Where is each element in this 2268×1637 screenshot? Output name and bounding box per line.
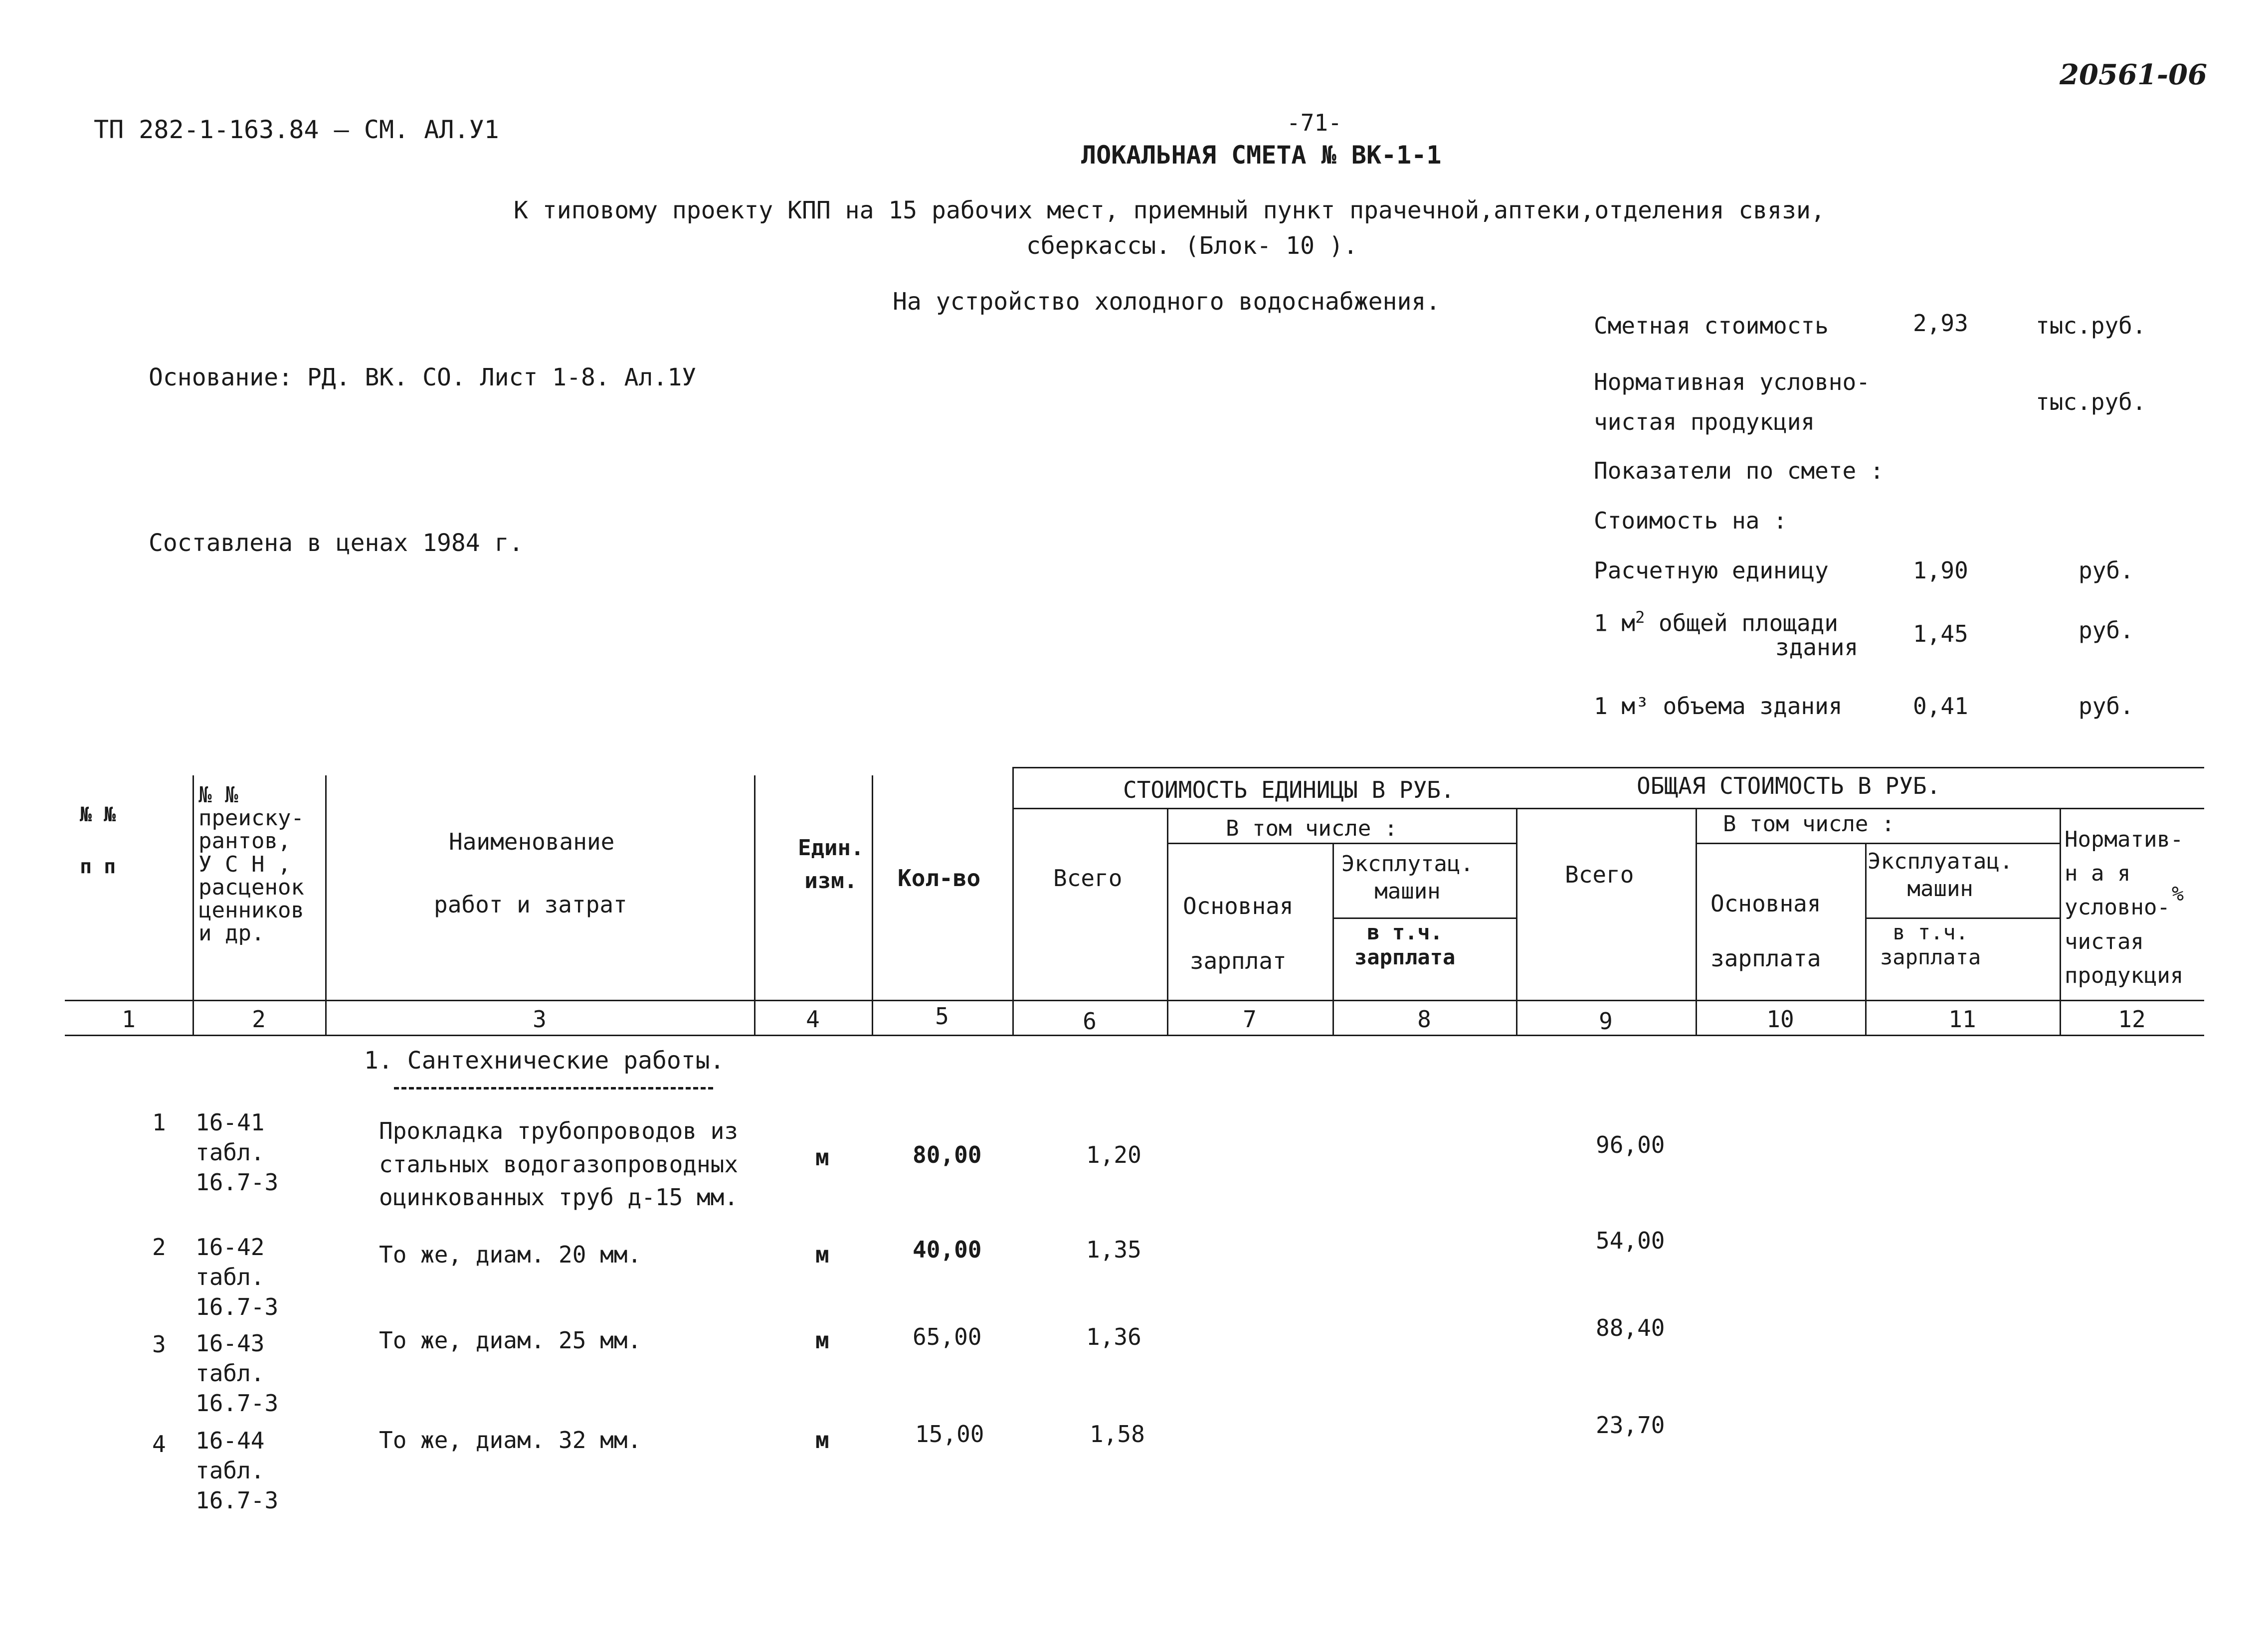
colnum-4: 4	[806, 1006, 820, 1033]
incl-line-right	[1696, 843, 2060, 844]
row-total: 88,40	[1596, 1314, 1665, 1341]
header-col4: Един. изм.	[798, 835, 864, 894]
header-bottom-line	[65, 1000, 2204, 1001]
row-total: 23,70	[1596, 1412, 1665, 1439]
row-price: 1,35	[1086, 1236, 1141, 1263]
cost-label: Сметная стоимость	[1594, 312, 1829, 339]
colnum-6: 6	[1083, 1008, 1097, 1035]
row-name: Прокладка трубопроводов из стальных водогазопроводных оцинкованных труб д-15 мм.	[379, 1117, 739, 1211]
header-col11-top: Эксплуатац. машин	[1868, 849, 2013, 902]
col-divider-4	[872, 775, 873, 1035]
row-name: То же, диам. 32 мм.	[379, 1427, 642, 1454]
header-col3-line1: Наименование	[449, 828, 615, 855]
col-divider-11	[2060, 808, 2061, 1035]
section-underline	[394, 1087, 713, 1090]
purpose: На устройство холодного водоснабжения.	[893, 288, 1441, 316]
basis: Основание: РД. ВК. СО. Лист 1-8. Ал.1У	[149, 364, 697, 391]
prices-year: Составлена в ценах 1984 г.	[149, 529, 524, 557]
normative-unit: тыс.руб.	[2036, 388, 2146, 415]
colnum-10: 10	[1766, 1006, 1794, 1033]
col-divider-9	[1696, 808, 1697, 1035]
header-incl-unit: В том числе :	[1226, 816, 1398, 841]
indicators-label: Показатели по смете :	[1594, 457, 1884, 484]
header-col12-extra: %	[2172, 883, 2184, 906]
colnum-8: 8	[1417, 1006, 1431, 1033]
col11-split-line	[1865, 917, 2060, 919]
colnum-3: 3	[533, 1006, 547, 1033]
colnum-5: 5	[935, 1003, 949, 1030]
header-col11-bottom: в т.ч. зарплата	[1880, 920, 1981, 970]
row-code: 16-41 табл. 16.7-3	[195, 1109, 279, 1196]
row-unit: м	[815, 1241, 829, 1268]
row-total: 96,00	[1596, 1131, 1665, 1158]
header-total-cost: ОБЩАЯ СТОИМОСТЬ В РУБ.	[1637, 772, 1941, 799]
col-divider-6	[1167, 808, 1168, 1035]
colnum-9: 9	[1599, 1008, 1613, 1035]
col8-split-line	[1332, 917, 1516, 919]
row-qty: 40,00	[913, 1236, 982, 1263]
row-price: 1,20	[1086, 1141, 1141, 1168]
header-col10: Основная зарплата	[1710, 890, 1821, 972]
normative-label-1: Нормативная условно-	[1594, 368, 1870, 395]
volume-label: 1 м³ объема здания	[1594, 693, 1843, 720]
project-code: ТП 282-1-163.84 – СМ. АЛ.У1	[94, 115, 499, 144]
row-price: 1,36	[1086, 1323, 1141, 1350]
cost-per-label: Стоимость на :	[1594, 507, 1787, 534]
volume-value: 0,41	[1913, 693, 1968, 720]
row-number: 2	[152, 1234, 166, 1261]
archive-stamp: 20561-06	[2060, 58, 2207, 91]
row-unit: м	[815, 1144, 829, 1171]
col-divider-2	[325, 775, 327, 1035]
header-col9: Всего	[1565, 861, 1634, 888]
header-col7: Основная зарплат	[1183, 893, 1294, 975]
header-col6: Всего	[1053, 865, 1123, 892]
group-header-line	[1012, 808, 2204, 809]
volume-unit: руб.	[2079, 693, 2134, 720]
unit-value: 1,90	[1913, 557, 1968, 584]
row-name: То же, диам. 20 мм.	[379, 1241, 642, 1268]
row-qty: 15,00	[915, 1421, 984, 1448]
colnum-12: 12	[2118, 1006, 2146, 1033]
row-number: 1	[152, 1109, 166, 1136]
header-col8-top: Эксплутац. машин	[1341, 851, 1474, 904]
normative-label-2: чистая продукция	[1594, 408, 1815, 435]
col-divider-5	[1012, 767, 1014, 1035]
col-divider-3	[754, 775, 756, 1035]
colnum-2: 2	[252, 1006, 266, 1033]
cost-value: 2,93	[1913, 310, 1968, 337]
colnum-7: 7	[1243, 1006, 1257, 1033]
col-divider-1	[192, 775, 194, 1035]
unit-unit: руб.	[2079, 557, 2134, 584]
area-unit: руб.	[2079, 617, 2134, 644]
header-col12: Норматив- н а я условно- чистая продукция	[2065, 827, 2184, 988]
incl-line-left	[1167, 843, 1516, 844]
row-unit: м	[815, 1427, 829, 1454]
header-col2: № № преиску- рантов, У С Н , расценок ценников и др.	[198, 782, 304, 946]
colnum-11: 11	[1948, 1006, 1976, 1033]
colnum-1: 1	[122, 1006, 136, 1033]
area-label: 1 $м^2$ общей площади	[1594, 608, 1839, 637]
header-unit-cost: СТОИМОСТЬ ЕДИНИЦЫ В РУБ.	[1123, 776, 1455, 803]
header-incl-total: В том числе :	[1723, 811, 1895, 837]
row-qty: 80,00	[913, 1141, 982, 1168]
row-total: 54,00	[1596, 1227, 1665, 1254]
area-label-2: здания	[1775, 634, 1859, 661]
row-code: 16-43 табл. 16.7-3	[195, 1330, 279, 1417]
cost-unit: тыс.руб.	[2036, 312, 2146, 339]
table-top-line	[1012, 767, 2204, 768]
row-unit: м	[815, 1327, 829, 1354]
header-col8-bottom: в т.ч. зарплата	[1354, 920, 1456, 970]
section-title: 1. Сантехнические работы.	[364, 1047, 725, 1075]
row-name: То же, диам. 25 мм.	[379, 1327, 642, 1354]
header-col5: Кол-во	[898, 865, 981, 892]
unit-label: Расчетную единицу	[1594, 557, 1829, 584]
row-code: 16-44 табл. 16.7-3	[195, 1427, 279, 1514]
subtitle-line-1: К типовому проекту КПП на 15 рабочих мест, приемный пункт прачечной,аптеки,отделения связи,	[514, 196, 1825, 224]
row-price: 1,58	[1090, 1421, 1145, 1448]
document-title: ЛОКАЛЬНАЯ СМЕТА № ВК-1-1	[1081, 141, 1442, 170]
area-value: 1,45	[1913, 620, 1968, 647]
row-number: 3	[152, 1331, 166, 1358]
col-divider-8	[1516, 808, 1517, 1035]
row-qty: 65,00	[913, 1323, 982, 1350]
header-col3-line2: работ и затрат	[434, 891, 627, 918]
row-code: 16-42 табл. 16.7-3	[195, 1234, 279, 1320]
subtitle-line-2: сберкассы. (Блок- 10 ).	[1026, 232, 1358, 260]
header-col1: № № п п	[80, 803, 116, 878]
numbers-bottom-line	[65, 1035, 2204, 1036]
page-number: -71-	[1287, 109, 1342, 136]
row-number: 4	[152, 1431, 166, 1457]
